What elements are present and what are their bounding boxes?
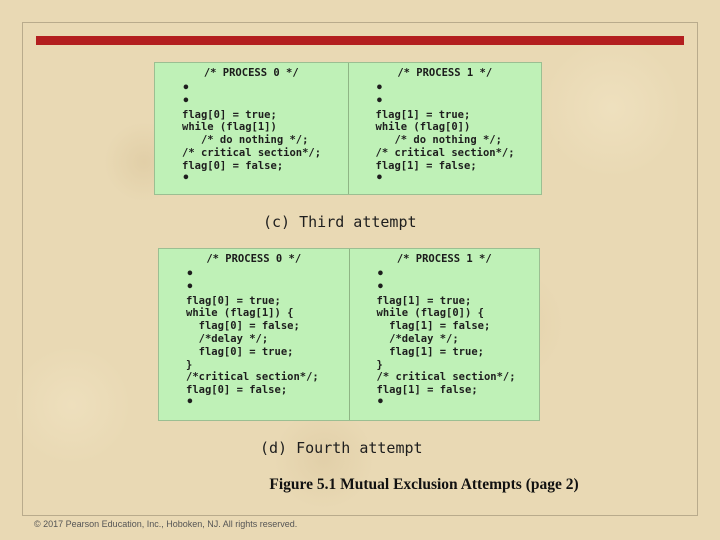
code-line: /* critical section*/;: [375, 146, 515, 159]
copyright-notice: © 2017 Pearson Education, Inc., Hoboken, NJ. All rights reserved.: [34, 519, 298, 529]
code-line: flag[0] = true;: [186, 294, 281, 307]
column-header: /* PROCESS 1 */: [396, 253, 492, 265]
code-line: /* do nothing */;: [182, 134, 309, 147]
code-block: [159, 269, 349, 410]
bullet-marker: •: [182, 81, 190, 96]
code-block: [349, 83, 542, 185]
bullet-marker: •: [376, 279, 385, 295]
bullet-marker: •: [186, 394, 194, 410]
code-line: while (flag[1]): [182, 121, 277, 134]
process-1-column: [349, 249, 540, 420]
bullet-marker: •: [186, 267, 194, 282]
code-line: flag[1] = false;: [376, 320, 491, 333]
code-line: /* do nothing */;: [375, 134, 502, 147]
bullet-marker: •: [376, 267, 385, 282]
process-1-column: [348, 63, 542, 194]
bullet-marker: •: [375, 93, 384, 109]
code-line: flag[1] = true;: [376, 294, 472, 307]
code-line: flag[1] = false;: [375, 159, 477, 172]
accent-bar: [36, 36, 684, 45]
bullet-marker: •: [182, 93, 190, 109]
bullet-marker: •: [186, 279, 194, 295]
code-line: flag[0] = true;: [182, 108, 277, 121]
code-line: flag[1] = false;: [376, 384, 478, 397]
bullet-marker: •: [375, 81, 384, 96]
code-line: /* critical section*/;: [182, 146, 322, 159]
code-table-third-attempt: [154, 62, 542, 195]
code-table-fourth-attempt: [158, 248, 540, 421]
caption-third-attempt: (c) Third attempt: [263, 213, 417, 231]
code-line: while (flag[1]) {: [186, 307, 294, 320]
process-0-column: [155, 63, 348, 194]
column-header: /* PROCESS 0 */: [206, 253, 302, 265]
code-line: flag[1] = true;: [375, 108, 471, 121]
column-header: /* PROCESS 1 */: [397, 67, 493, 79]
code-line: while (flag[0]) {: [376, 307, 484, 320]
process-0-column: [159, 249, 349, 420]
column-header: /* PROCESS 0 */: [203, 67, 299, 79]
figure-title-text: Figure 5.1 Mutual Exclusion Attempts (page 2): [269, 476, 579, 493]
code-block: [155, 83, 348, 185]
code-line: /*delay */;: [376, 332, 459, 345]
figure-title: [0, 476, 720, 494]
code-line: while (flag[0]): [375, 121, 471, 134]
code-line: flag[1] = true;: [376, 345, 484, 358]
bullet-marker: •: [376, 394, 385, 410]
code-line: /*delay */;: [186, 332, 269, 345]
bullet-marker: •: [375, 170, 384, 186]
code-line: /* critical section*/;: [376, 371, 516, 384]
code-line: flag[0] = false;: [186, 320, 300, 333]
code-line: }: [186, 358, 193, 371]
code-line: }: [376, 358, 383, 371]
code-line: /*critical section*/;: [186, 371, 319, 384]
code-line: flag[0] = false;: [186, 384, 288, 397]
code-block: [350, 269, 540, 410]
bullet-marker: •: [182, 170, 190, 186]
caption-fourth-attempt: (d) Fourth attempt: [260, 439, 423, 457]
code-line: flag[0] = true;: [186, 345, 294, 358]
code-line: flag[0] = false;: [182, 159, 284, 172]
